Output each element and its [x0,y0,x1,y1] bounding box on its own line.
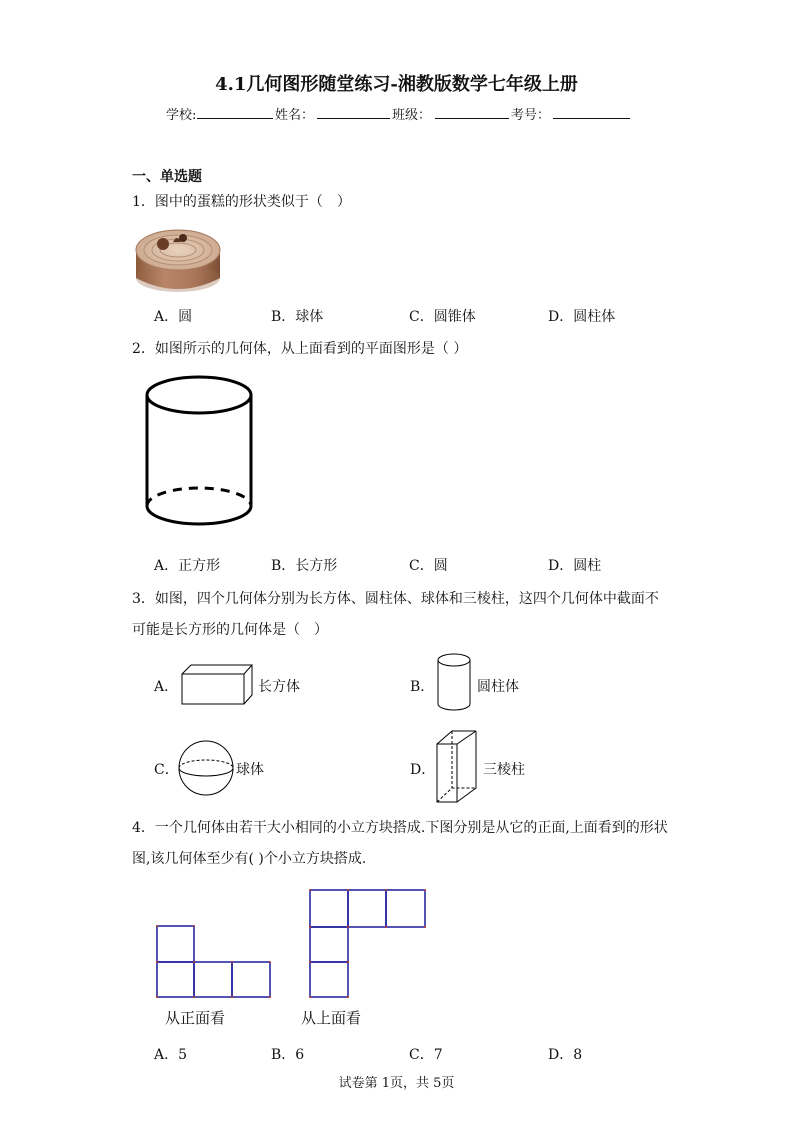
q3-option-d-letter[interactable]: D． [410,762,436,778]
q4-option-a[interactable]: A．5 [154,1047,188,1063]
q3-option-b-label[interactable]: 圆柱体 [477,679,519,695]
front-view-caption: 从正面看 [165,1009,226,1027]
q1-option-d[interactable]: D．圆柱体 [548,309,616,325]
q3-option-c-label[interactable]: 球体 [236,762,264,778]
class-blank [435,104,509,119]
class-label: 班级： [392,108,432,123]
cake-image [133,220,223,296]
q4-option-d[interactable]: D．8 [548,1047,583,1063]
q2-option-a[interactable]: A．正方形 [154,558,221,574]
q3-option-a-letter[interactable]: A． [154,679,179,695]
q1-option-a[interactable]: A．圆 [154,309,193,325]
exam-no-blank [553,104,630,119]
q2-option-b[interactable]: B．长方形 [271,558,338,574]
page-footer: 试卷第 1页，共 5页 [338,1076,455,1091]
exam-no-label: 考号： [511,108,551,123]
q1-option-b[interactable]: B．球体 [271,309,324,325]
q2-option-d[interactable]: D．圆柱 [548,558,602,574]
q1-option-c[interactable]: C．圆锥体 [409,309,476,325]
name-label: 姓名： [275,108,315,123]
name-blank [317,104,390,119]
question-3-stem-line2: 可能是长方形的几何体是（ ） [132,622,328,638]
question-1-stem: 1．图中的蛋糕的形状类似于（ ） [132,194,351,210]
q3-option-a-label[interactable]: 长方体 [258,679,300,695]
top-view-grid [309,889,427,999]
question-4-stem-line2: 图,该几何体至少有( )个小立方块搭成. [132,851,367,867]
q4-option-c[interactable]: C．7 [409,1047,443,1063]
school-label: 学校: [166,108,197,123]
q4-option-b[interactable]: B．6 [271,1047,305,1063]
question-4-stem-line1: 4．一个几何体由若干大小相同的小立方块搭成.下图分别是从它的正面,上面看到的形状 [132,820,668,836]
cuboid-figure [181,664,253,706]
front-view-grid [156,925,272,999]
page-title: 4.1几何图形随堂练习-湘教版数学七年级上册 [215,74,578,95]
q2-option-c[interactable]: C．圆 [409,558,448,574]
cylinder-figure [140,374,258,534]
section-title: 一、单选题 [132,169,202,185]
small-cylinder-figure [436,652,472,714]
q3-option-c-letter[interactable]: C． [154,762,179,778]
q3-option-d-label[interactable]: 三棱柱 [483,762,525,778]
top-view-caption: 从上面看 [301,1009,362,1027]
q3-option-b-letter[interactable]: B． [410,679,435,695]
question-3-stem-line1: 3．如图，四个几何体分别为长方体、圆柱体、球体和三棱柱，这四个几何体中截面不 [132,591,659,607]
question-2-stem: 2．如图所示的几何体，从上面看到的平面图形是（ ） [132,341,468,357]
school-blank [197,104,273,119]
sphere-figure [178,740,234,796]
triangular-prism-figure [436,730,478,804]
